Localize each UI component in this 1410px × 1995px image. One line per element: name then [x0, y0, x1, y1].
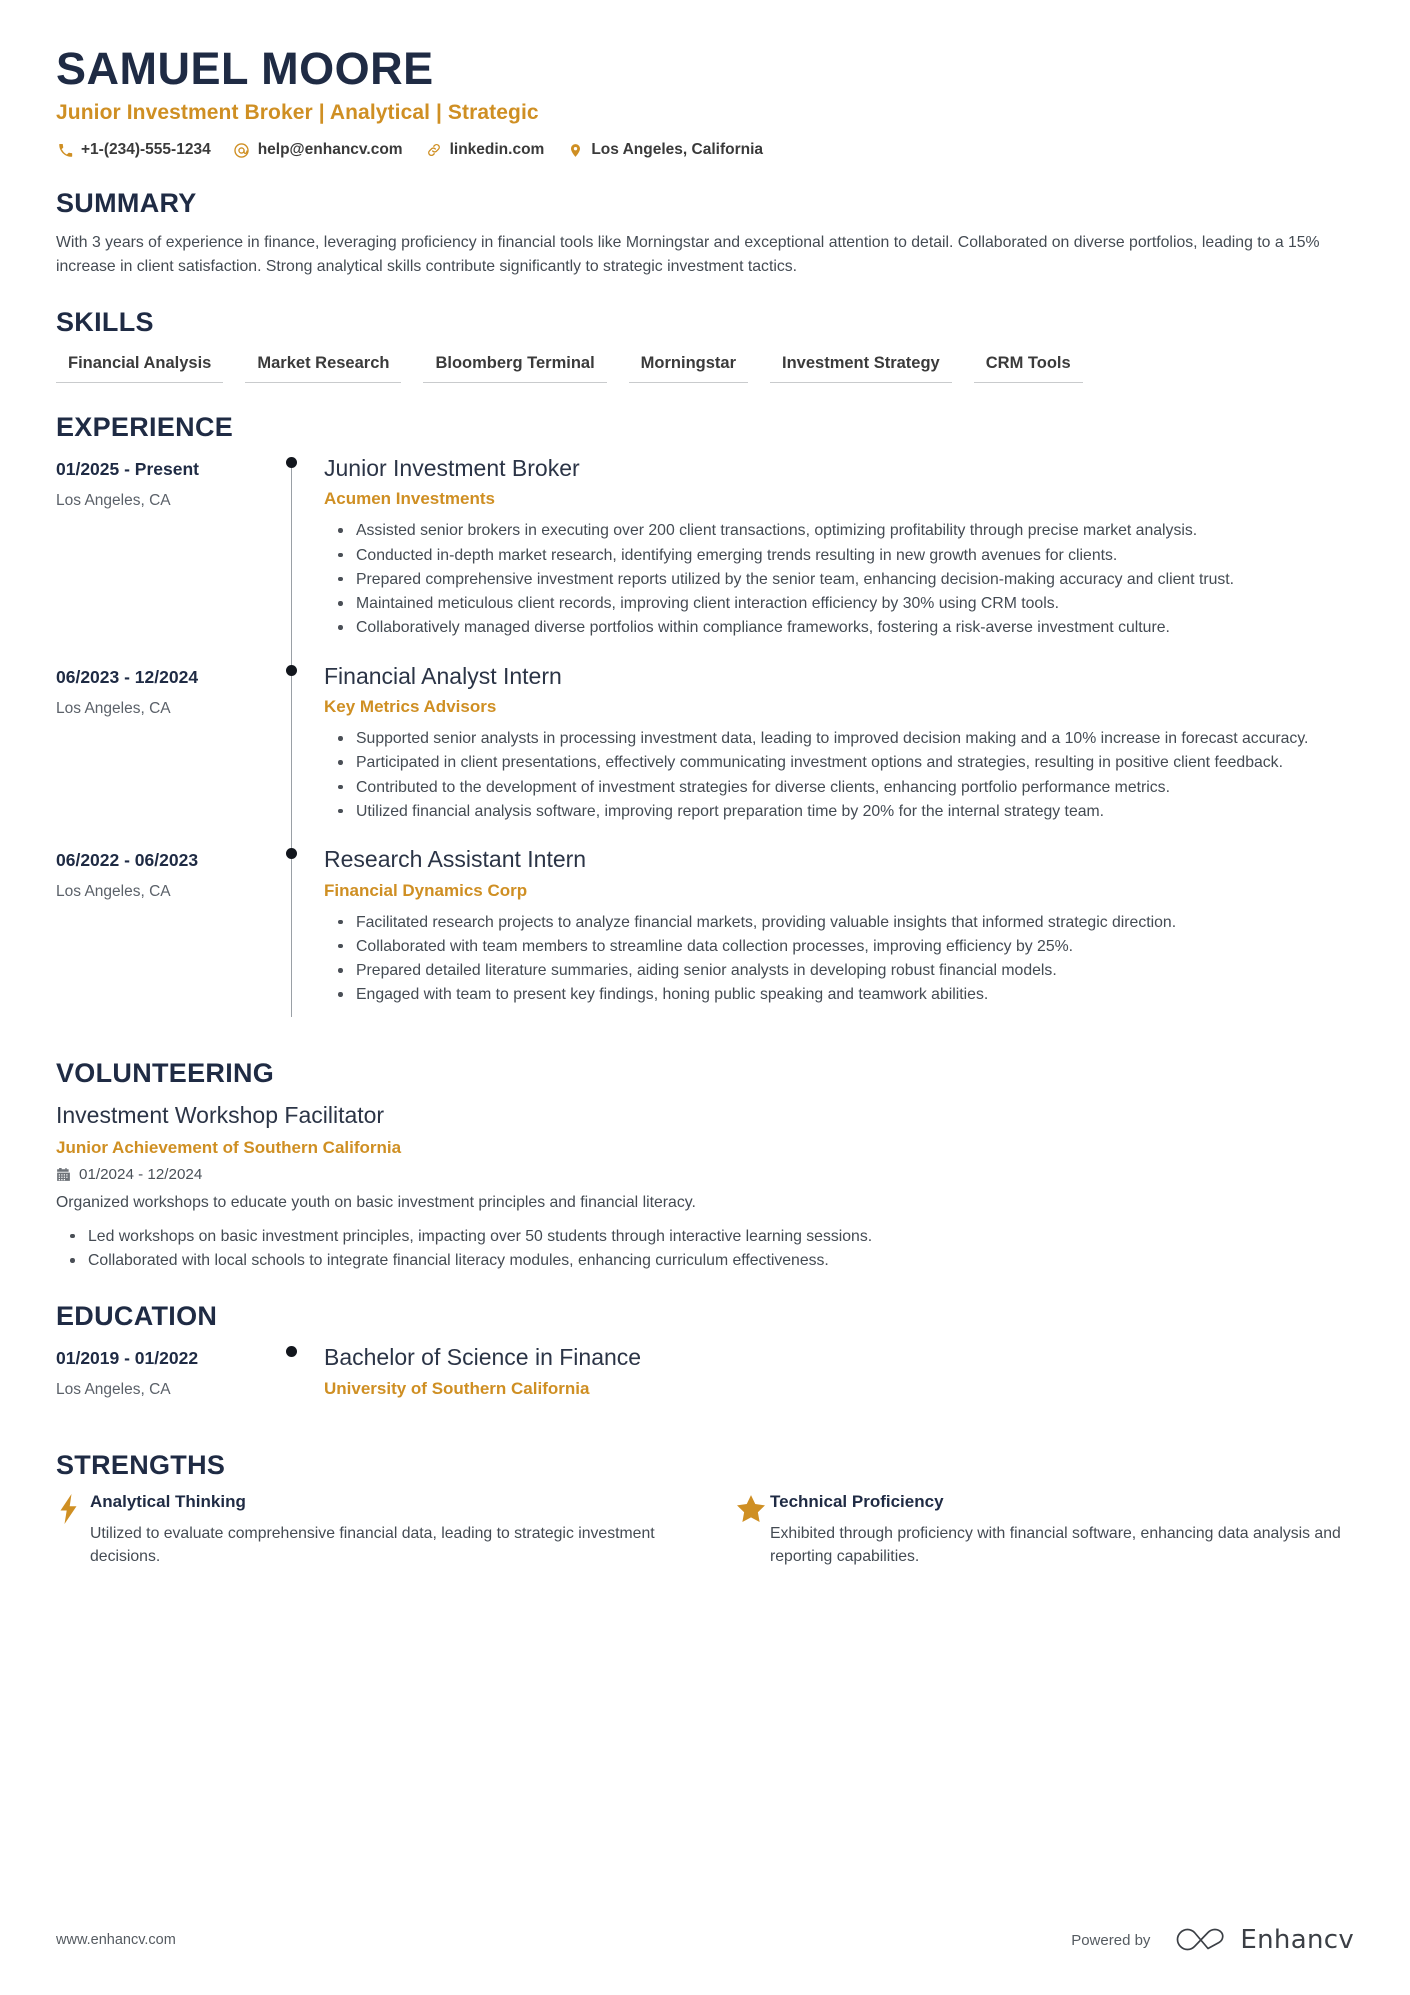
contact-linkedin[interactable] [425, 141, 545, 159]
strength-body [770, 1492, 1354, 1569]
link-icon [425, 141, 443, 159]
volunteering-section-title: VOLUNTEERING [56, 1058, 275, 1089]
experience-body [322, 663, 1354, 846]
timeline-line [291, 669, 292, 852]
strengths-grid [56, 1492, 1354, 1569]
volunteering-bullets [56, 1225, 1354, 1272]
experience-date: 06/2023 - 12/2024 [56, 666, 199, 687]
contact-location [566, 141, 763, 159]
summary-section-title: SUMMARY [56, 188, 197, 219]
footer-url[interactable]: www.enhancv.com [56, 1932, 176, 1948]
footer-branding [1071, 1925, 1354, 1955]
experience-meta [56, 846, 286, 1029]
footer [56, 1925, 1354, 1955]
experience-body [322, 455, 1354, 663]
skill-item: Investment Strategy [770, 350, 952, 383]
education-section-title: EDUCATION [56, 1301, 218, 1332]
bullet-item: Collaborated with team members to streamline data collection processes, improving efficiency by 25%. [354, 935, 1354, 958]
education-body [322, 1344, 1354, 1421]
lightning-bolt-icon [56, 1492, 90, 1524]
education-degree: Bachelor of Science in Finance [324, 1343, 642, 1370]
strength-body [90, 1492, 674, 1569]
bullet-item: Assisted senior brokers in executing over 200 client transactions, optimizing profitability through precise market analysis. [354, 519, 1354, 542]
bullet-item: Contributed to the development of investment strategies for diverse clients, enhancing portfolio performance metrics. [354, 776, 1354, 799]
volunteering-date: 01/2024 - 12/2024 [79, 1165, 203, 1183]
skills-list [56, 350, 1354, 383]
enhancv-logo [1172, 1925, 1354, 1955]
timeline-dot [286, 457, 297, 468]
experience-meta [56, 455, 286, 663]
skills-section [56, 308, 1354, 383]
bullet-item: Led workshops on basic investment principles, impacting over 50 students through interactive learning sessions. [86, 1225, 1354, 1248]
experience-entry [56, 663, 1354, 846]
volunteering-role: Investment Workshop Facilitator [56, 1102, 385, 1129]
bullet-item: Engaged with team to present key findings, honing public speaking and teamwork abilities. [354, 983, 1354, 1006]
strength-title: Technical Proficiency [770, 1492, 944, 1512]
contact-email[interactable] [233, 141, 403, 159]
bullet-item: Maintained meticulous client records, improving client interaction efficiency by 30% using CRM tools. [354, 592, 1354, 615]
experience-bullets [324, 519, 1354, 639]
experience-body [322, 846, 1354, 1029]
experience-meta [56, 663, 286, 846]
volunteering-description: Organized workshops to educate youth on basic investment principles and financial literacy. [56, 1193, 696, 1211]
experience-company: Key Metrics Advisors [324, 697, 497, 717]
experience-location: Los Angeles, CA [56, 699, 171, 717]
resume-header [56, 44, 1354, 159]
strength-item [56, 1492, 674, 1569]
experience-company: Acumen Investments [324, 489, 495, 509]
experience-role: Research Assistant Intern [324, 845, 587, 872]
education-entry [56, 1344, 1354, 1421]
skills-section-title: SKILLS [56, 307, 154, 338]
contact-location-text: Los Angeles, California [591, 141, 764, 159]
skill-item: Bloomberg Terminal [423, 350, 606, 383]
timeline-dot [286, 665, 297, 676]
education-date: 01/2019 - 01/2022 [56, 1347, 199, 1368]
strength-description: Exhibited through proficiency with financial software, enhancing data analysis and reporting capabilities. [770, 1525, 1341, 1566]
summary-section [56, 189, 1354, 278]
bullet-item: Supported senior analysts in processing investment data, leading to improved decision making and a 10% increase in forecast accuracy. [354, 727, 1354, 750]
strength-title: Analytical Thinking [90, 1492, 246, 1512]
experience-section [56, 413, 1354, 1029]
bullet-item: Collaboratively managed diverse portfolios within compliance frameworks, fostering a risk-averse investment culture. [354, 616, 1354, 639]
bullet-item: Facilitated research projects to analyze financial markets, providing valuable insights that informed strategic direction. [354, 911, 1354, 934]
experience-date: 01/2025 - Present [56, 458, 200, 479]
timeline-dot [286, 1346, 297, 1357]
summary-text: With 3 years of experience in finance, leveraging proficiency in financial tools like Morningstar and exceptional attention to detail. Collaborated on diverse portfolios, leading to a 15% increase in client satisfaction. Strong analytical skills contribute significantly to strategic investment tactics. [56, 234, 1320, 275]
strength-item [736, 1492, 1354, 1569]
timeline-line [291, 461, 292, 669]
powered-by-label: Powered by [1071, 1931, 1151, 1949]
strength-description: Utilized to evaluate comprehensive financial data, leading to strategic investment decisions. [90, 1525, 655, 1566]
experience-company: Financial Dynamics Corp [324, 880, 528, 900]
experience-role: Financial Analyst Intern [324, 662, 562, 689]
timeline-rail [286, 455, 322, 663]
contact-phone-text: +1-(234)-555-1234 [81, 141, 211, 159]
timeline-rail [286, 663, 322, 846]
bullet-item: Participated in client presentations, effectively communicating investment options and strategies, resulting in positive client feedback. [354, 751, 1354, 774]
experience-section-title: EXPERIENCE [56, 412, 234, 443]
experience-location: Los Angeles, CA [56, 882, 171, 900]
skill-item: Morningstar [629, 350, 748, 383]
experience-bullets [324, 911, 1354, 1007]
education-section [56, 1302, 1354, 1420]
education-school: University of Southern California [324, 1378, 590, 1398]
education-location: Los Angeles, CA [56, 1380, 171, 1398]
bullet-item: Collaborated with local schools to integrate financial literacy modules, enhancing curriculum effectiveness. [86, 1249, 1354, 1272]
timeline-line [291, 852, 292, 1017]
skill-item: Market Research [245, 350, 401, 383]
bullet-item: Conducted in-depth market research, identifying emerging trends resulting in new growth avenues for clients. [354, 544, 1354, 567]
timeline-rail [286, 846, 322, 1029]
experience-entry [56, 846, 1354, 1029]
skill-item: Financial Analysis [56, 350, 223, 383]
timeline-rail [286, 1344, 322, 1421]
contact-email-text: help@enhancv.com [257, 141, 403, 159]
volunteering-organization: Junior Achievement of Southern California [56, 1137, 402, 1157]
star-icon [736, 1492, 770, 1524]
enhancv-wordmark: Enhancv [1240, 1925, 1354, 1955]
bullet-item: Prepared detailed literature summaries, aiding senior analysts in developing robust financial models. [354, 959, 1354, 982]
education-meta [56, 1344, 286, 1421]
contact-phone[interactable] [56, 141, 211, 159]
experience-location: Los Angeles, CA [56, 491, 171, 509]
bullet-item: Utilized financial analysis software, improving report preparation time by 20% for the internal strategy team. [354, 800, 1354, 823]
phone-icon [56, 141, 74, 159]
contact-linkedin-text: linkedin.com [449, 141, 545, 159]
strengths-section [56, 1451, 1354, 1569]
timeline-dot [286, 848, 297, 859]
skill-item: CRM Tools [974, 350, 1083, 383]
bullet-item: Prepared comprehensive investment reports utilized by the senior team, enhancing decision-making accuracy and client trust. [354, 568, 1354, 591]
location-pin-icon [566, 141, 584, 159]
volunteering-section [56, 1059, 1354, 1272]
candidate-name: SAMUEL MOORE [56, 43, 434, 94]
strengths-section-title: STRENGTHS [56, 1449, 226, 1480]
contact-row [56, 141, 1354, 159]
volunteering-date-row [56, 1166, 1354, 1183]
calendar-icon [56, 1167, 71, 1182]
email-icon [233, 141, 251, 159]
experience-role: Junior Investment Broker [324, 454, 580, 481]
experience-entry [56, 455, 1354, 663]
experience-bullets [324, 727, 1354, 823]
candidate-headline: Junior Investment Broker | Analytical | Strategic [56, 101, 539, 125]
experience-date: 06/2022 - 06/2023 [56, 849, 199, 870]
